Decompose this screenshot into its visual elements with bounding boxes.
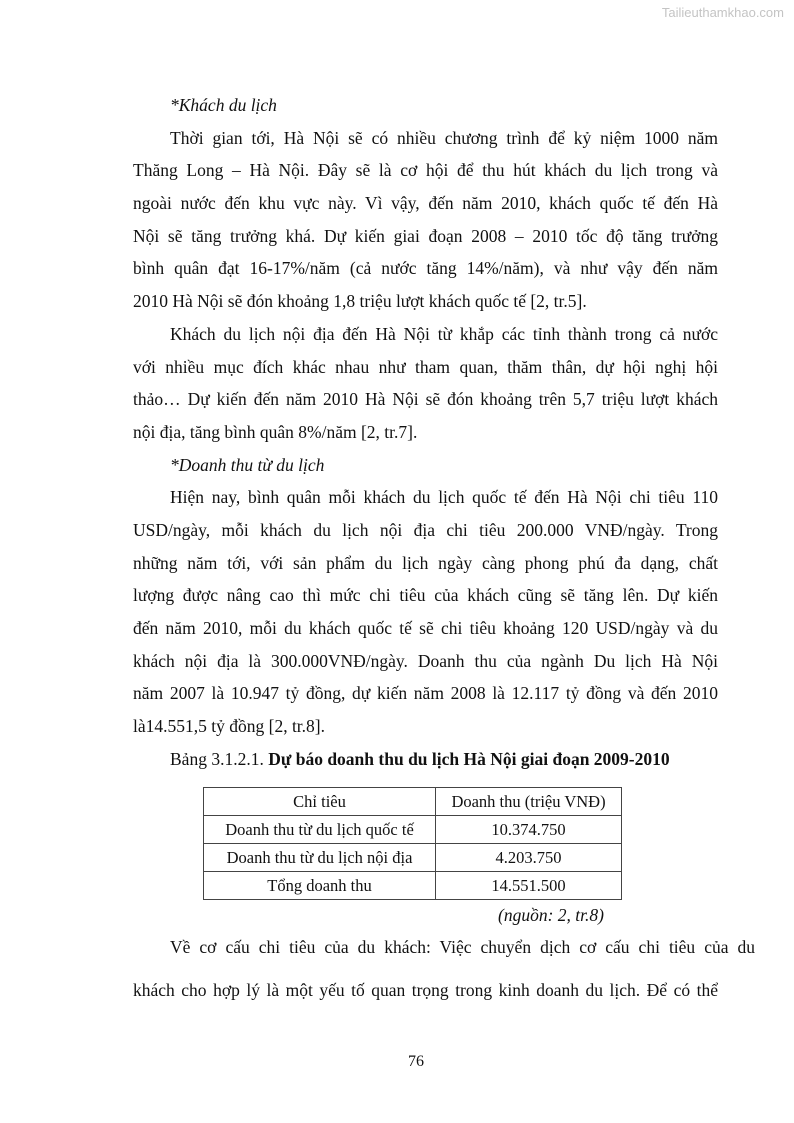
caption-title: Dự báo doanh thu du lịch Hà Nội giai đoạn 2009-2010 xyxy=(268,748,670,769)
revenue-table xyxy=(203,787,622,900)
table-source: (nguồn: 2, tr.8) xyxy=(498,905,604,925)
text-line: bình quân đạt 16-17%/năm (cả nước tăng 14%/năm), và như vậy đến năm xyxy=(133,258,718,279)
text-line: 2010 Hà Nội sẽ đón khoảng 1,8 triệu lượt khách quốc tế [2, tr.5]. xyxy=(133,291,587,312)
text-line: Thời gian tới, Hà Nội sẽ có nhiều chương trình để kỷ niệm 1000 năm xyxy=(170,127,718,148)
caption-prefix: Bảng 3.1.2.1. xyxy=(170,748,269,769)
table-row xyxy=(204,816,622,844)
page-number: 76 xyxy=(408,1053,424,1070)
text-line: đến năm 2010, mỗi du khách quốc tế sẽ chi tiêu khoảng 120 USD/ngày và du xyxy=(133,618,718,638)
text-line: với nhiều mục đích khác nhau như tham quan, thăm thân, dự hội nghị hội xyxy=(133,356,718,377)
table-cell: Tổng doanh thu xyxy=(204,872,436,900)
table-caption xyxy=(133,743,718,776)
text-line: Hiện nay, bình quân mỗi khách du lịch quốc tế đến Hà Nội chi tiêu 110 xyxy=(170,487,718,508)
table-header: Chỉ tiêu xyxy=(204,788,436,816)
text-line: khách nội địa là 300.000VNĐ/ngày. Doanh thu của ngành Du lịch Hà Nội xyxy=(133,650,718,671)
text-line: nội địa, tăng bình quân 8%/năm [2, tr.7]. xyxy=(133,421,418,442)
section-heading: *Doanh thu từ du lịch xyxy=(170,454,325,475)
text-line: Khách du lịch nội địa đến Hà Nội từ khắp các tỉnh thành trong cả nước xyxy=(170,323,718,344)
text-line: năm 2007 là 10.947 tỷ đồng, dự kiến năm 2008 là 12.117 tỷ đồng và đến 2010 xyxy=(133,683,718,704)
text-line: Nội sẽ tăng trưởng khá. Dự kiến giai đoạn 2008 – 2010 tốc độ tăng trưởng xyxy=(133,225,718,246)
table-cell: 14.551.500 xyxy=(436,872,622,900)
table-cell: 4.203.750 xyxy=(436,844,622,872)
text-line: khách cho hợp lý là một yếu tố quan trọng trong kinh doanh du lịch. Để có thể xyxy=(133,980,718,1000)
table-row xyxy=(204,872,622,900)
table-header-row xyxy=(204,788,622,816)
table-header: Doanh thu (triệu VNĐ) xyxy=(436,788,622,816)
text-line: USD/ngày, mỗi khách du lịch nội địa chi tiêu 200.000 VNĐ/ngày. Trong xyxy=(133,519,718,540)
body-text xyxy=(133,89,718,775)
text-line: ngoài nước đến khu vực này. Vì vậy, đến năm 2010, khách quốc tế đến Hà xyxy=(133,193,718,214)
text-line: Về cơ cấu chi tiêu của du khách: Việc chuyển dịch cơ cấu chi tiêu của du xyxy=(170,937,755,957)
text-line: Thăng Long – Hà Nội. Đây sẽ là cơ hội để thu hút khách du lịch trong và xyxy=(133,160,718,181)
watermark: Tailieuthamkhao.com xyxy=(661,5,784,20)
text-line: thảo… Dự kiến đến năm 2010 Hà Nội sẽ đón khoảng trên 5,7 triệu lượt khách xyxy=(133,389,718,410)
table-cell: 10.374.750 xyxy=(436,816,622,844)
text-line: lượng được nâng cao thì mức chi tiêu của khách cũng sẽ tăng lên. Dự kiến xyxy=(133,585,718,606)
table-cell: Doanh thu từ du lịch quốc tế xyxy=(204,816,436,844)
text-line: là14.551,5 tỷ đồng [2, tr.8]. xyxy=(133,716,325,737)
table-row xyxy=(204,844,622,872)
table-cell: Doanh thu từ du lịch nội địa xyxy=(204,844,436,872)
section-heading: *Khách du lịch xyxy=(170,95,277,115)
text-line: những năm tới, với sản phẩm du lịch ngày càng phong phú đa dạng, chất xyxy=(133,552,718,573)
